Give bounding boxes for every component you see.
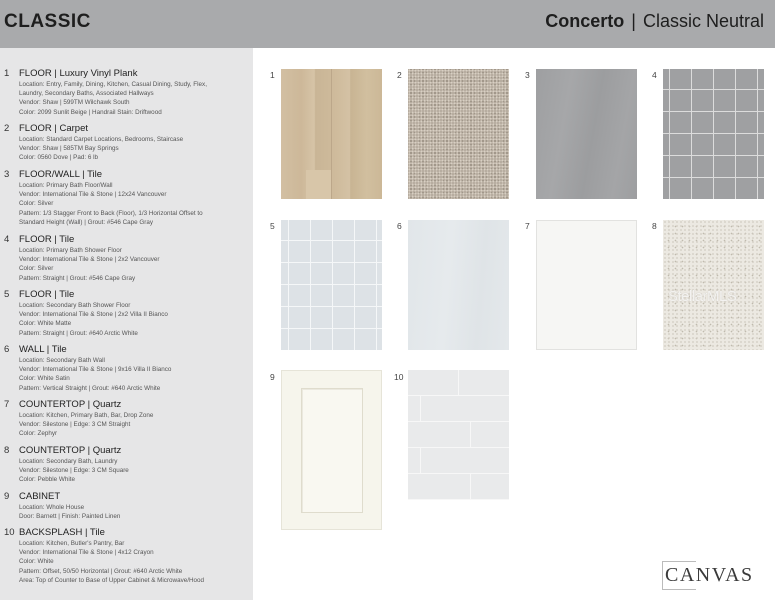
spec-detail: Color: White Satin [19, 375, 70, 383]
brick-joint [458, 370, 459, 396]
spec-number: 9 [4, 491, 10, 502]
scheme-name: Classic Neutral [642, 11, 764, 31]
scheme-title [545, 11, 764, 32]
swatch-backsplash-crayon [408, 370, 509, 500]
spec-detail: Location: Secondary Bath, Laundry [19, 458, 118, 465]
spec-detail: Color: 0560 Dove | Pad: 6 lb [19, 154, 98, 162]
spec-detail: Color: Silver [19, 265, 54, 273]
logo-text: CANVAS [665, 564, 754, 586]
spec-title: FLOOR | Luxury Vinyl Plank [19, 68, 138, 79]
swatch-tile-9x16 [408, 220, 509, 350]
swatch-tile-12x24 [536, 69, 637, 199]
spec-detail: Standard Height (Wall) | Grout: #546 Cape Gray [19, 218, 154, 226]
spec-detail: Location: Entry, Family, Dining, Kitchen, Casual Dining, Study, Flex, [19, 81, 207, 88]
spec-detail: Laundry, Secondary Baths, Associated Hallways [19, 90, 154, 98]
spec-detail: Color: White Matte [19, 320, 72, 328]
spec-detail: Location: Kitchen, Primary Bath, Bar, Drop Zone [19, 412, 154, 419]
spec-title: COUNTERTOP | Quartz [19, 399, 122, 410]
spec-detail: Vendor: Silestone | Edge: 3 CM Straight [19, 421, 131, 429]
brick-joint [420, 448, 421, 474]
spec-detail: Location: Secondary Bath Shower Floor [19, 302, 131, 309]
spec-detail: Color: Silver [19, 200, 54, 208]
swatch-cabinet-door [281, 370, 382, 530]
spec-detail: Vendor: International Tile & Stone | 2x2 Vancouver [19, 256, 160, 264]
brand-name: Concerto [545, 11, 625, 31]
spec-detail: Vendor: Silestone | Edge: 3 CM Square [19, 467, 129, 475]
swatch-carpet [408, 69, 509, 199]
swatch-tile-2x2-silver [663, 69, 764, 199]
brick-joint [470, 474, 471, 500]
swatch-number: 2 [397, 70, 402, 80]
swatch-number: 5 [270, 221, 275, 231]
spec-detail: Pattern: Straight | Grout: #640 Arctic White [19, 329, 138, 337]
swatch-number: 8 [652, 221, 657, 231]
spec-detail: Vendor: International Tile & Stone | 4x12 Crayon [19, 549, 154, 557]
swatch-quartz-pebble-white [663, 220, 764, 350]
spec-detail: Location: Standard Carpet Locations, Bedrooms, Staircase [19, 136, 184, 143]
spec-detail: Area: Top of Counter to Base of Upper Cabinet & Microwave/Hood [19, 576, 205, 584]
spec-number: 2 [4, 123, 10, 134]
spec-detail: Location: Primary Bath Shower Floor [19, 247, 122, 254]
spec-detail: Pattern: Straight | Grout: #546 Cape Gray [19, 274, 136, 282]
spec-title: BACKSPLASH | Tile [19, 527, 105, 538]
spec-number: 4 [4, 234, 10, 245]
spec-number: 1 [4, 68, 10, 79]
spec-number: 7 [4, 399, 10, 410]
spec-detail: Vendor: Shaw | 585TM Bay Springs [19, 145, 119, 153]
cabinet-door-panel [301, 388, 363, 513]
swatch-number: 3 [525, 70, 530, 80]
watermark: StellarMLS [668, 288, 737, 305]
spec-detail: Location: Whole House [19, 504, 85, 511]
title-separator: | [631, 11, 636, 31]
swatch-quartz-zephyr [536, 220, 637, 350]
spec-detail: Pattern: Vertical Straight | Grout: #640 Arctic White [19, 384, 161, 392]
spec-number: 5 [4, 289, 10, 300]
spec-title: FLOOR/WALL | Tile [19, 169, 103, 180]
page-header [0, 0, 775, 48]
spec-number: 10 [4, 527, 15, 538]
spec-title: CABINET [19, 491, 61, 502]
spec-number: 8 [4, 445, 10, 456]
swatch-number: 10 [394, 372, 404, 382]
spec-number: 6 [4, 344, 10, 355]
spec-detail: Location: Secondary Bath Wall [19, 357, 105, 364]
spec-detail: Color: Pebble White [19, 476, 75, 484]
spec-title: FLOOR | Tile [19, 234, 75, 245]
spec-detail: Vendor: International Tile & Stone | 2x2 Villa II Bianco [19, 311, 168, 319]
swatch-luxury-vinyl-plank [281, 69, 382, 199]
swatch-number: 6 [397, 221, 402, 231]
swatch-number: 7 [525, 221, 530, 231]
spec-title: COUNTERTOP | Quartz [19, 445, 122, 456]
brick-joint [470, 422, 471, 448]
swatch-number: 1 [270, 70, 275, 80]
spec-title: FLOOR | Tile [19, 289, 75, 300]
spec-number: 3 [4, 169, 10, 180]
spec-detail: Vendor: Shaw | 599TM Wilchawk South [19, 99, 130, 107]
spec-detail: Location: Primary Bath Floor/Wall [19, 182, 113, 189]
spec-detail: Pattern: Offset, 50/50 Horizontal | Grout: #640 Arctic White [19, 567, 183, 575]
spec-list [0, 48, 253, 600]
spec-detail: Location: Kitchen, Butler's Pantry, Bar [19, 540, 125, 547]
spec-detail: Color: 2099 Sunlit Beige | Handrail Stain: Driftwood [19, 108, 162, 116]
brick-joint [420, 396, 421, 422]
spec-detail: Vendor: International Tile & Stone | 9x16 Villa II Bianco [19, 366, 172, 374]
swatch-number: 9 [270, 372, 275, 382]
swatch-number: 4 [652, 70, 657, 80]
spec-detail: Color: Zephyr [19, 430, 58, 438]
spec-title: WALL | Tile [19, 344, 67, 355]
spec-detail: Color: White [19, 558, 54, 566]
spec-title: FLOOR | Carpet [19, 123, 88, 134]
swatch-tile-2x2-white [281, 220, 382, 350]
spec-detail: Pattern: 1/3 Stagger Front to Back (Floor), 1/3 Horizontal Offset to [19, 209, 203, 217]
collection-title: CLASSIC [4, 11, 91, 32]
spec-detail: Vendor: International Tile & Stone | 12x24 Vancouver [19, 191, 167, 199]
spec-detail: Door: Barnett | Finish: Painted Linen [19, 513, 121, 521]
